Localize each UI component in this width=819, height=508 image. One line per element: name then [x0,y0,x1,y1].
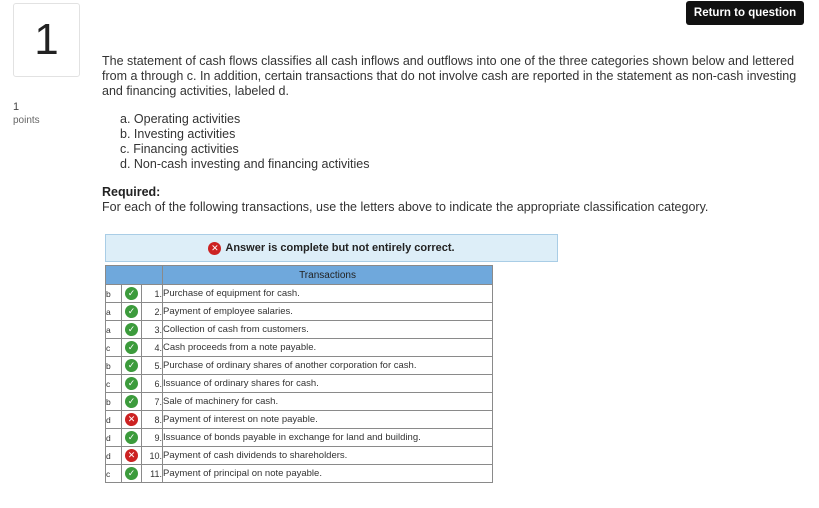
transactions-header: Transactions [163,266,493,285]
row-number: 6. [142,375,163,393]
answer-status-banner [105,234,558,262]
transactions-body [106,285,493,483]
status-cell [122,411,142,429]
status-cell [122,465,142,483]
row-number: 4. [142,339,163,357]
status-cell [122,303,142,321]
row-number: 2. [142,303,163,321]
status-cell [122,357,142,375]
check-circle-icon: ✓ [125,359,138,372]
answer-select[interactable]: d [106,429,122,447]
status-cell [122,339,142,357]
status-cell [122,321,142,339]
transaction-description: Payment of principal on note payable. [163,465,493,483]
row-number: 7. [142,393,163,411]
table-row [106,303,493,321]
x-circle-icon: ✕ [125,413,138,426]
option-a: a. Operating activities [120,112,241,126]
table-row [106,321,493,339]
answer-select[interactable]: b [106,285,122,303]
answer-select[interactable]: a [106,303,122,321]
transaction-description: Cash proceeds from a note payable. [163,339,493,357]
answer-select[interactable]: c [106,375,122,393]
transaction-description: Issuance of ordinary shares for cash. [163,375,493,393]
row-number: 3. [142,321,163,339]
transaction-description: Payment of employee salaries. [163,303,493,321]
answer-select[interactable]: c [106,465,122,483]
transaction-description: Payment of interest on note payable. [163,411,493,429]
table-row [106,465,493,483]
required-text: For each of the following transactions, use the letters above to indicate the appropriate classification category. [102,200,709,214]
option-d: d. Non-cash investing and financing activities [120,157,370,171]
row-number: 9. [142,429,163,447]
check-circle-icon: ✓ [125,341,138,354]
answer-status-text: Answer is complete but not entirely correct. [225,242,455,254]
status-cell [122,285,142,303]
transaction-description: Purchase of equipment for cash. [163,285,493,303]
return-to-question-button[interactable]: Return to question [686,1,804,25]
table-row [106,285,493,303]
check-circle-icon: ✓ [125,395,138,408]
x-circle-icon: ✕ [208,242,221,255]
answer-select[interactable]: a [106,321,122,339]
question-number: 1 [34,15,59,64]
question-number-box [13,3,80,77]
table-row [106,339,493,357]
table-row [106,429,493,447]
status-cell [122,375,142,393]
x-circle-icon: ✕ [125,449,138,462]
row-number: 8. [142,411,163,429]
required-heading: Required: [102,185,161,199]
row-number: 5. [142,357,163,375]
table-row [106,447,493,465]
category-options [120,112,369,172]
transactions-table [105,265,493,483]
check-circle-icon: ✓ [125,305,138,318]
status-cell [122,393,142,411]
check-circle-icon: ✓ [125,431,138,444]
answer-select[interactable]: c [106,339,122,357]
check-circle-icon: ✓ [125,287,138,300]
transaction-description: Payment of cash dividends to shareholders. [163,447,493,465]
option-c: c. Financing activities [120,142,239,156]
points-value: 1 [13,101,20,113]
table-row [106,411,493,429]
points-label: points [13,115,40,126]
status-cell [122,429,142,447]
table-row [106,375,493,393]
table-row [106,357,493,375]
option-b: b. Investing activities [120,127,236,141]
status-cell [122,447,142,465]
transaction-description: Collection of cash from customers. [163,321,493,339]
transaction-description: Purchase of ordinary shares of another corporation for cash. [163,357,493,375]
transaction-description: Sale of machinery for cash. [163,393,493,411]
answer-select[interactable]: b [106,357,122,375]
transaction-description: Issuance of bonds payable in exchange for land and building. [163,429,493,447]
check-circle-icon: ✓ [125,377,138,390]
table-spacer-header [106,266,163,285]
answer-select[interactable]: d [106,447,122,465]
row-number: 10. [142,447,163,465]
row-number: 1. [142,285,163,303]
answer-select[interactable]: b [106,393,122,411]
table-row [106,393,493,411]
check-circle-icon: ✓ [125,467,138,480]
answer-select[interactable]: d [106,411,122,429]
check-circle-icon: ✓ [125,323,138,336]
row-number: 11. [142,465,163,483]
question-intro: The statement of cash flows classifies all cash inflows and outflows into one of the three categories shown below and lettered from a through c. In addition, certain transactions that do not involve cash are reported in the statement as non-cash investing and financing activities, labeled d. [102,54,797,98]
